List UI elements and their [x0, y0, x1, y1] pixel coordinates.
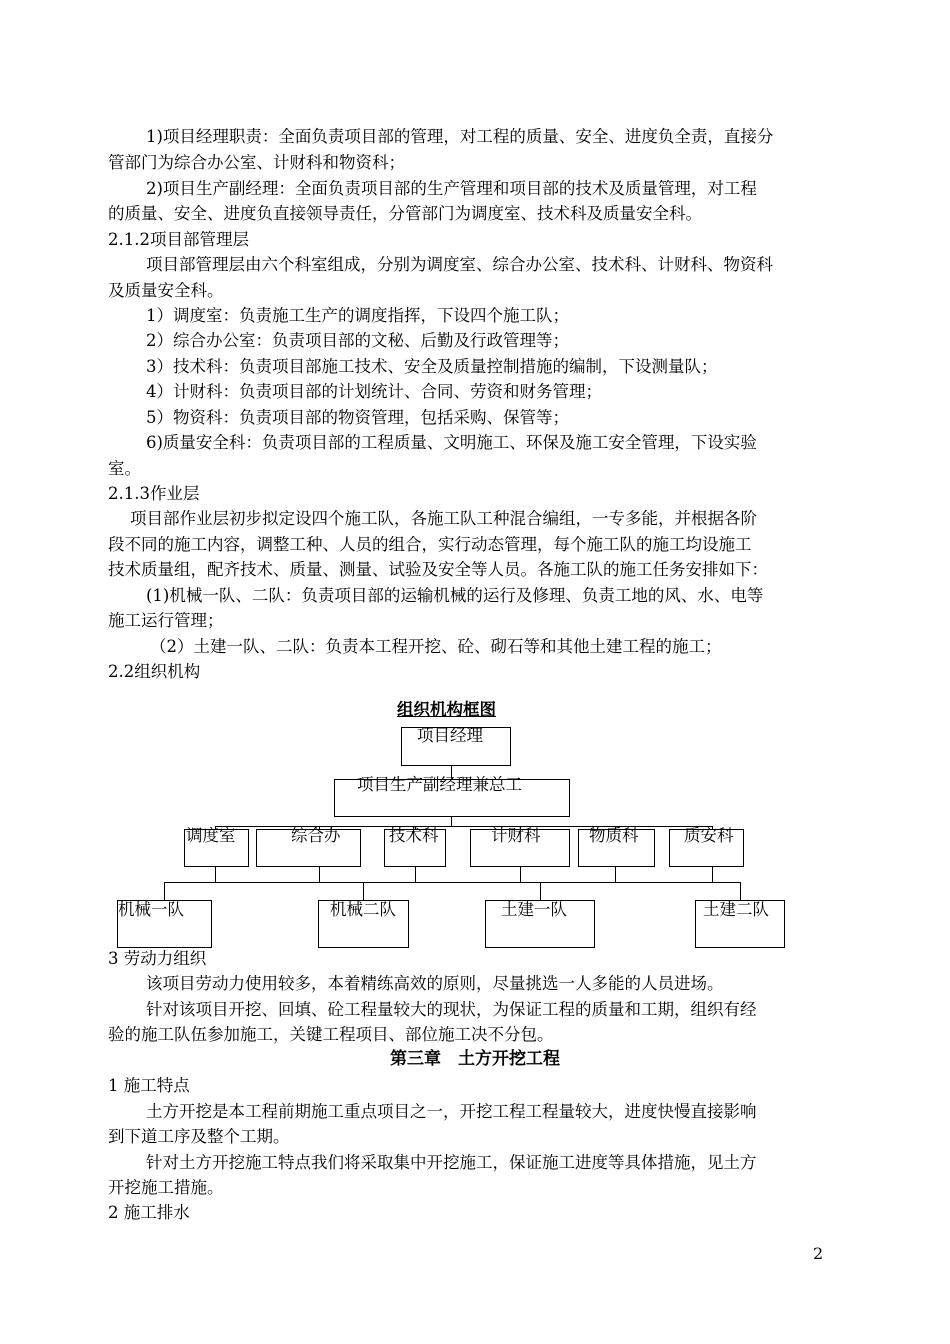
- page-number: 2: [813, 1244, 824, 1263]
- org-label-team: 机械二队: [330, 900, 396, 919]
- connector: [520, 867, 521, 882]
- connector: [615, 867, 616, 882]
- org-label-department: 质安科: [684, 826, 734, 845]
- list-item: 2）综合办公室：负责项目部的文秘、后勤及行政管理等；: [146, 331, 569, 350]
- section-heading: 1 施工特点: [108, 1076, 190, 1095]
- paragraph: 1)项目经理职责：全面负责项目部的管理，对工程的质量、安全、进度负全责，直接分: [146, 127, 774, 146]
- section-heading: 2.1.2项目部管理层: [108, 230, 249, 249]
- paragraph: 2)项目生产副经理：全面负责项目部的生产管理和项目部的技术及质量管理，对工程: [146, 179, 757, 198]
- paragraph: 段不同的施工内容，调整工种、人员的组合，实行动态管理，每个施工队的施工均设施工: [108, 535, 752, 554]
- paragraph: 项目部作业层初步拟定设四个施工队，各施工队工种混合编组，一专多能，并根据各阶: [130, 509, 757, 528]
- connector: [540, 882, 541, 901]
- connector: [712, 867, 713, 882]
- connector: [451, 817, 452, 826]
- connector: [164, 882, 740, 883]
- paragraph: 管部门为综合办公室、计财科和物资科；: [108, 153, 405, 172]
- list-item: 室。: [108, 459, 141, 478]
- connector: [740, 882, 741, 901]
- org-label-department: 调度室: [186, 826, 236, 845]
- chapter-title: 第三章 土方开挖工程: [390, 1049, 560, 1069]
- connector: [164, 882, 165, 901]
- paragraph: 土方开挖是本工程前期施工重点项目之一，开挖工程工程量较大，进度快慢直接影响: [146, 1102, 757, 1121]
- org-chart-title: 组织机构框图: [397, 700, 496, 719]
- paragraph: 的质量、安全、进度负直接领导责任，分管部门为调度室、技术科及质量安全科。: [108, 204, 702, 223]
- org-label-deputy: 项目生产副经理兼总工: [357, 775, 522, 794]
- list-item: （2）土建一队、二队：负责本工程开挖、砼、砌石等和其他土建工程的施工；: [150, 637, 722, 656]
- org-label-department: 综合办: [291, 826, 341, 845]
- org-label-team: 土建二队: [703, 900, 769, 919]
- list-item: (1)机械一队、二队：负责项目部的运输机械的运行及修理、负责工地的风、水、电等: [146, 586, 764, 605]
- connector: [215, 867, 216, 882]
- org-label-department: 物质科: [589, 826, 639, 845]
- section-heading: 2 施工排水: [108, 1203, 190, 1222]
- paragraph: 针对土方开挖施工特点我们将采取集中开挖施工，保证施工进度等具体措施，见土方: [146, 1153, 757, 1172]
- org-label-department: 计财科: [491, 826, 541, 845]
- paragraph: 及质量安全科。: [108, 281, 224, 300]
- section-heading: 3 劳动力组织: [108, 949, 207, 968]
- paragraph: 验的施工队伍参加施工，关键工程项目、部位施工决不分包。: [108, 1025, 554, 1044]
- org-label-team: 机械一队: [118, 900, 184, 919]
- paragraph: 技术质量组，配齐技术、质量、测量、试验及安全等人员。各施工队的施工任务安排如下：: [108, 560, 768, 579]
- paragraph: 到下道工序及整个工期。: [108, 1127, 290, 1146]
- list-item: 6)质量安全科：负责项目部的工程质量、文明施工、环保及施工安全管理，下设实验: [146, 433, 757, 452]
- org-label-team: 土建一队: [501, 900, 567, 919]
- org-label-manager: 项目经理: [417, 726, 483, 745]
- list-item: 4）计财科：负责项目部的计划统计、合同、劳资和财务管理；: [146, 382, 602, 401]
- paragraph: 项目部管理层由六个科室组成，分别为调度室、综合办公室、技术科、计财科、物资科: [146, 255, 773, 274]
- section-heading: 2.1.3作业层: [108, 484, 200, 503]
- list-item: 3）技术科：负责项目部施工技术、安全及质量控制措施的编制，下设测量队；: [146, 357, 718, 376]
- connector: [363, 882, 364, 901]
- paragraph: 开挖施工措施。: [108, 1178, 224, 1197]
- paragraph: 该项目劳动力使用较多，本着精练高效的原则，尽量挑选一人多能的人员进场。: [146, 974, 724, 993]
- list-item: 5）物资科：负责项目部的物资管理，包括采购、保管等；: [146, 408, 569, 427]
- list-item: 施工运行管理；: [108, 611, 224, 630]
- connector: [319, 867, 320, 882]
- list-item: 1）调度室：负责施工生产的调度指挥，下设四个施工队；: [146, 306, 569, 325]
- org-label-department: 技术科: [389, 826, 439, 845]
- connector: [415, 867, 416, 882]
- paragraph: 针对该项目开挖、回填、砼工程量较大的现状，为保证工程的质量和工期，组织有经: [146, 1000, 757, 1019]
- section-heading: 2.2组织机构: [108, 662, 201, 681]
